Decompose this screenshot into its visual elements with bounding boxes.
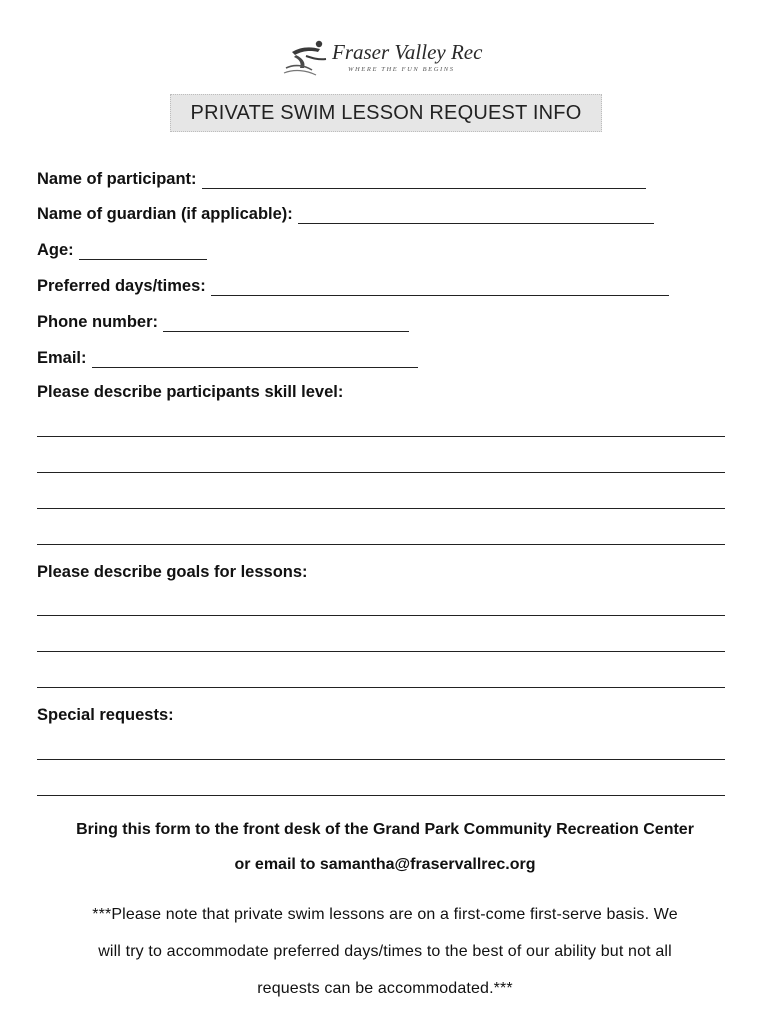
- days-times-label: Preferred days/times:: [37, 277, 206, 295]
- special-requests-line-2[interactable]: [37, 795, 725, 796]
- logo-name: Fraser Valley Rec: [332, 40, 483, 64]
- email-label: Email:: [37, 349, 87, 367]
- instructions-line-2: or email to samantha@fraservallrec.org: [234, 856, 536, 873]
- guardian-field[interactable]: [37, 200, 654, 224]
- age-field[interactable]: [37, 236, 207, 260]
- guardian-input-line[interactable]: [298, 205, 654, 224]
- special-requests-label: Special requests:: [37, 706, 174, 724]
- age-input-line[interactable]: [79, 241, 207, 260]
- skill-level-line-4[interactable]: [37, 544, 725, 545]
- phone-label: Phone number:: [37, 313, 159, 331]
- instructions-line-1: Bring this form to the front desk of the Grand Park Community Recreation Center: [76, 821, 694, 838]
- skill-level-label: Please describe participants skill level:: [37, 383, 344, 401]
- note-line-2: will try to accommodate preferred days/times to the best of our ability but not all: [98, 943, 672, 960]
- skill-level-line-3[interactable]: [37, 508, 725, 509]
- goals-line-2[interactable]: [37, 651, 725, 652]
- phone-input-line[interactable]: [163, 313, 409, 332]
- note-line-1: ***Please note that private swim lessons are on a first-come first-serve basis. We: [92, 906, 678, 923]
- form-title-box: [170, 94, 602, 132]
- skill-level-line-1[interactable]: [37, 436, 725, 437]
- goals-line-3[interactable]: [37, 687, 725, 688]
- participant-field[interactable]: [37, 165, 646, 189]
- goals-label: Please describe goals for lessons:: [37, 563, 308, 581]
- email-input-line[interactable]: [92, 349, 418, 368]
- age-label: Age:: [37, 241, 74, 259]
- guardian-label: Name of guardian (if applicable):: [37, 205, 293, 223]
- days-times-input-line[interactable]: [211, 277, 669, 296]
- form-title: PRIVATE SWIM LESSON REQUEST INFO: [190, 101, 582, 124]
- logo-tagline: WHERE THE FUN BEGINS: [348, 66, 455, 73]
- phone-field[interactable]: [37, 308, 409, 332]
- participant-label: Name of participant:: [37, 170, 197, 188]
- days-times-field[interactable]: [37, 272, 669, 296]
- email-field[interactable]: [37, 344, 418, 368]
- logo: [282, 38, 482, 78]
- participant-input-line[interactable]: [202, 170, 646, 189]
- special-requests-line-1[interactable]: [37, 759, 725, 760]
- skill-level-line-2[interactable]: [37, 472, 725, 473]
- swimmer-logo-icon: [282, 38, 334, 78]
- note-line-3: requests can be accommodated.***: [257, 980, 513, 997]
- goals-line-1[interactable]: [37, 615, 725, 616]
